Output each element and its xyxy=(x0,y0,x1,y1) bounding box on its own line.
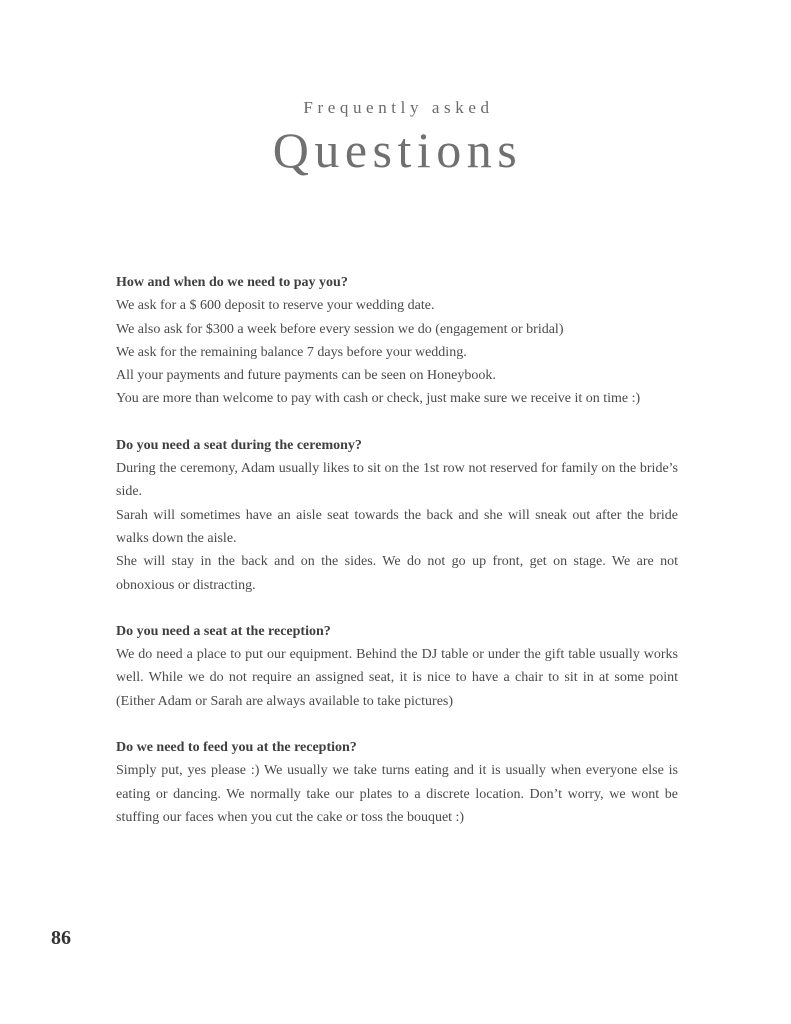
page-subtitle: Frequently asked xyxy=(303,98,494,117)
faq-item-reception-seat xyxy=(116,620,678,713)
page-title: Questions xyxy=(272,122,523,178)
faq-item-ceremony-seat xyxy=(116,434,678,597)
faq-answer-line: You are more than welcome to pay with cash or check, just make sure we receive it on time :) xyxy=(116,391,641,407)
faq-question: Do you need a seat at the reception? xyxy=(116,623,331,639)
faq-answer-paragraph: Simply put, yes please :) We usually we take turns eating and it is usually when everyone else is eating or dancing. We normally take our plates to a discrete location. Don’t worry, we wont be stuffing our faces when you cut the cake or toss the bouquet :) xyxy=(116,763,678,825)
page-number: 86 xyxy=(51,927,71,949)
faq-list xyxy=(116,271,678,852)
faq-answer-paragraph: She will stay in the back and on the sides. We do not go up front, get on stage. We are not obnoxious or distracting. xyxy=(116,554,678,593)
faq-answer-line: We ask for a $ 600 deposit to reserve your wedding date. xyxy=(116,298,435,314)
faq-answer-line: We also ask for $300 a week before every session we do (engagement or bridal) xyxy=(116,321,564,337)
faq-question: Do we need to feed you at the reception? xyxy=(116,740,357,756)
faq-answer-line: We ask for the remaining balance 7 days before your wedding. xyxy=(116,344,467,360)
faq-answer-line: All your payments and future payments can be seen on Honeybook. xyxy=(116,368,496,384)
faq-item-payment xyxy=(116,271,678,411)
faq-answer-paragraph: Sarah will sometimes have an aisle seat towards the back and she will sneak out after the bride walks down the aisle. xyxy=(116,507,678,546)
faq-question: Do you need a seat during the ceremony? xyxy=(116,437,362,453)
faq-answer-paragraph: We do need a place to put our equipment. Behind the DJ table or under the gift table usually works well. While we do not require an assigned seat, it is nice to have a chair to sit in at some point (Either Adam or Sarah are always available to take pictures) xyxy=(116,647,678,709)
faq-question: How and when do we need to pay you? xyxy=(116,275,348,290)
page-header xyxy=(0,94,791,178)
faq-answer-paragraph: During the ceremony, Adam usually likes to sit on the 1st row not reserved for family on the bride’s side. xyxy=(116,461,678,500)
faq-item-feeding xyxy=(116,736,678,829)
